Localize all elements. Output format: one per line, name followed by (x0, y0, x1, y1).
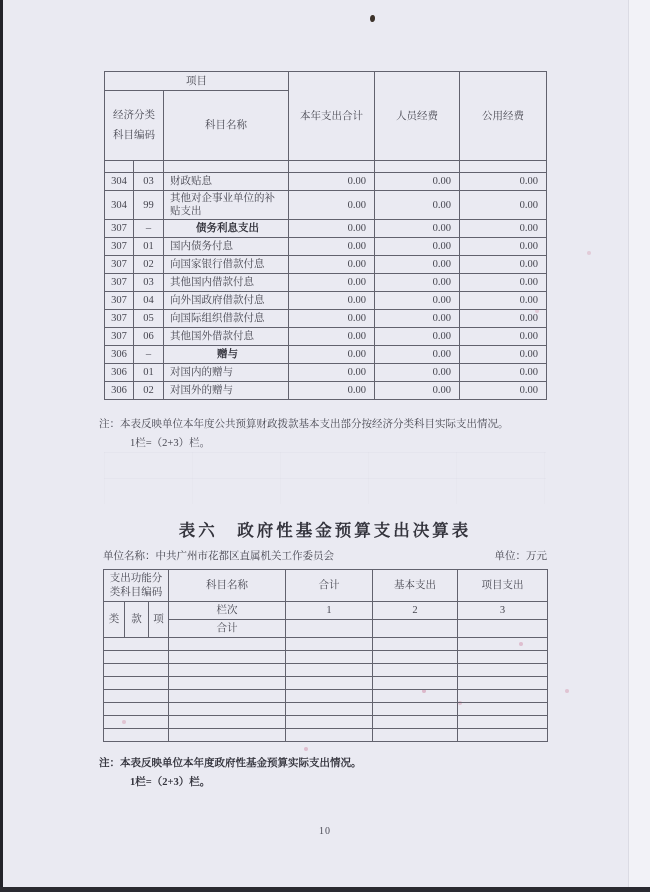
header-cell-name: 科目名称 (164, 91, 289, 161)
header-cell-personnel: 人员经费 (375, 72, 460, 161)
table-cell: 0.00 (289, 191, 375, 220)
table-cell: 其他对企事业单位的补贴支出 (164, 191, 289, 220)
table-cell: 赠与 (164, 346, 289, 364)
table-cell: 05 (134, 310, 164, 328)
table-cell: – (134, 346, 164, 364)
reverse-side-bleed-through (104, 452, 546, 504)
table-row (104, 620, 548, 638)
header-cell-name: 科目名称 (169, 570, 286, 602)
header-cell-total: 合计 (286, 570, 373, 602)
note-formula: 1栏=（2+3）栏。 (130, 438, 211, 449)
table-cell: 306 (105, 364, 134, 382)
table-cell: 0.00 (289, 220, 375, 238)
table-cell: 0.00 (460, 220, 547, 238)
table-cell: 307 (105, 274, 134, 292)
table-cell: 0.00 (289, 310, 375, 328)
table-row (105, 292, 547, 310)
table-cell: 其他国内借款付息 (164, 274, 289, 292)
table-cell: 306 (105, 382, 134, 400)
table-cell: 0.00 (289, 256, 375, 274)
table-cell: 0.00 (460, 274, 547, 292)
table-row (105, 220, 547, 238)
table-cell: 财政贴息 (164, 173, 289, 191)
public-budget-basic-expenditure-table (104, 71, 547, 400)
table-cell (286, 620, 373, 638)
table-cell: 0.00 (460, 382, 547, 400)
note-text: 本表反映单位本年度公共预算财政拨款基本支出部分按经济分类科目实际支出情况。 (120, 419, 509, 430)
table-cell: 0.00 (460, 173, 547, 191)
unit-name-label: 单位名称：中共广州市花都区直属机关工作委员会 (103, 551, 334, 562)
table-cell (373, 620, 458, 638)
empty-row (104, 638, 548, 651)
table-cell: 307 (105, 310, 134, 328)
table-row (105, 364, 547, 382)
empty-row (104, 651, 548, 664)
table-cell: 307 (105, 328, 134, 346)
header-cell-item: 项 (149, 602, 169, 638)
header-cell-project: 项目支出 (458, 570, 548, 602)
table5-note (99, 415, 509, 453)
table-cell: 0.00 (375, 274, 460, 292)
table-row (105, 382, 547, 400)
table-cell: 0.00 (375, 382, 460, 400)
scan-edge-bottom (0, 887, 650, 892)
note-label: 注： (99, 758, 120, 769)
column-index-label: 栏次 (169, 602, 286, 620)
unit-row (103, 548, 547, 563)
table-row (105, 256, 547, 274)
note-line (99, 415, 509, 434)
table-cell: 0.00 (460, 328, 547, 346)
unit-label: 单位：万元 (494, 551, 547, 562)
table-cell: 304 (105, 173, 134, 191)
page-number: 10 (319, 826, 331, 837)
table-cell: 0.00 (460, 191, 547, 220)
table6-header (104, 570, 548, 742)
table-cell: 0.00 (289, 328, 375, 346)
header-cell-public: 公用经费 (460, 72, 547, 161)
table-cell: 02 (134, 256, 164, 274)
table-cell: 307 (105, 220, 134, 238)
table-cell: 307 (105, 292, 134, 310)
table-cell: 0.00 (460, 238, 547, 256)
table-cell: 0.00 (375, 220, 460, 238)
table-cell: 0.00 (289, 292, 375, 310)
header-code-line1: 经济分类 (113, 109, 155, 121)
table-cell: 0.00 (289, 346, 375, 364)
table-cell: – (134, 220, 164, 238)
empty-row (104, 690, 548, 703)
empty-row (104, 664, 548, 677)
table-row (104, 602, 548, 620)
header-cell-section: 款 (125, 602, 149, 638)
header-cell-code (104, 570, 169, 602)
table-cell: 307 (105, 238, 134, 256)
table-cell: 02 (134, 382, 164, 400)
table-cell: 向国家银行借款付息 (164, 256, 289, 274)
table-cell (458, 620, 548, 638)
gov-fund-budget-expenditure-table (103, 569, 548, 742)
column-index-1: 1 (286, 602, 373, 620)
table-cell: 306 (105, 346, 134, 364)
table-row (105, 191, 547, 220)
table5-body (105, 173, 547, 400)
table-cell: 对国内的赠与 (164, 364, 289, 382)
table6-note (99, 754, 362, 792)
scan-edge-left (0, 0, 3, 892)
table-cell: 0.00 (375, 310, 460, 328)
empty-row (104, 703, 548, 716)
table-cell: 0.00 (289, 274, 375, 292)
table-row-spacer (105, 161, 547, 173)
table-cell: 对国外的赠与 (164, 382, 289, 400)
header-cell-class: 类 (104, 602, 125, 638)
table-cell: 99 (134, 191, 164, 220)
table-cell: 其他国外借款付息 (164, 328, 289, 346)
table-cell: 0.00 (289, 238, 375, 256)
table-row (105, 328, 547, 346)
header-cell-code (105, 91, 164, 161)
table-cell: 0.00 (460, 292, 547, 310)
header-code-line2: 类科目编码 (109, 586, 163, 598)
table-cell: 304 (105, 191, 134, 220)
header-cell-group: 项目 (105, 72, 289, 91)
header-code-line2: 科目编码 (113, 129, 155, 141)
ink-speck (370, 15, 375, 22)
table-cell: 向外国政府借款付息 (164, 292, 289, 310)
table-cell: 03 (134, 173, 164, 191)
table-cell: 向国际组织借款付息 (164, 310, 289, 328)
scan-edge-right (628, 0, 650, 892)
table-cell: 0.00 (289, 173, 375, 191)
table-cell: 0.00 (375, 173, 460, 191)
empty-row (104, 729, 548, 742)
header-code-line1: 支出功能分 (109, 572, 163, 584)
table-cell: 0.00 (375, 328, 460, 346)
table-cell: 0.00 (289, 382, 375, 400)
table-cell: 0.00 (460, 256, 547, 274)
table-cell: 04 (134, 292, 164, 310)
total-row-label: 合计 (169, 620, 286, 638)
table-cell: 债务利息支出 (164, 220, 289, 238)
note-text: 本表反映单位本年度政府性基金预算实际支出情况。 (120, 758, 362, 769)
note-line (99, 754, 362, 773)
table-cell: 06 (134, 328, 164, 346)
table-row (105, 173, 547, 191)
column-index-2: 2 (373, 602, 458, 620)
table-row (105, 274, 547, 292)
table5-header (105, 72, 547, 173)
empty-row (104, 716, 548, 729)
table-cell: 01 (134, 238, 164, 256)
table-row (105, 238, 547, 256)
table-cell: 0.00 (375, 256, 460, 274)
header-cell-basic: 基本支出 (373, 570, 458, 602)
table-row (104, 570, 548, 602)
table-cell: 0.00 (375, 292, 460, 310)
note-label: 注： (99, 419, 120, 430)
table-cell: 0.00 (375, 238, 460, 256)
table-cell: 0.00 (460, 310, 547, 328)
table-row (105, 72, 547, 91)
table-row (105, 346, 547, 364)
table-cell: 0.00 (375, 364, 460, 382)
table-cell: 01 (134, 364, 164, 382)
note-formula: 1栏=（2+3）栏。 (130, 777, 211, 788)
header-cell-total: 本年支出合计 (289, 72, 375, 161)
table-cell: 0.00 (375, 346, 460, 364)
table-cell: 0.00 (375, 191, 460, 220)
table-cell: 03 (134, 274, 164, 292)
table6-title: 表六 政府性基金预算支出决算表 (178, 521, 472, 540)
table-cell: 国内债务付息 (164, 238, 289, 256)
table-row (105, 310, 547, 328)
table-cell: 0.00 (460, 346, 547, 364)
empty-row (104, 677, 548, 690)
table-cell: 307 (105, 256, 134, 274)
table-cell: 0.00 (289, 364, 375, 382)
table-cell: 0.00 (460, 364, 547, 382)
column-index-3: 3 (458, 602, 548, 620)
